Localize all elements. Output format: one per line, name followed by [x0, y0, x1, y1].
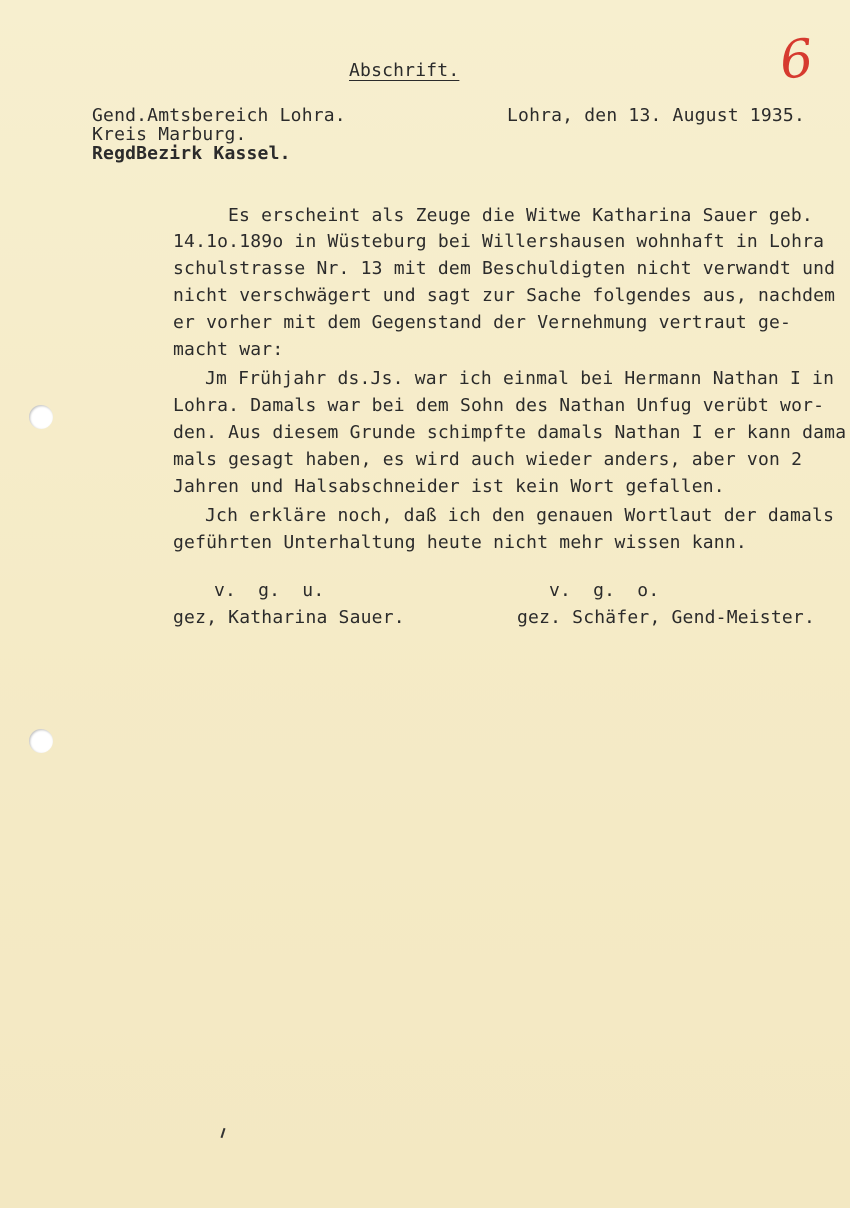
body-line: macht war:: [173, 339, 284, 360]
signature-left-name: gez, Katharina Sauer.: [173, 607, 405, 628]
body-line: den. Aus diesem Grunde schimpfte damals Nathan I er kann dama: [173, 422, 847, 443]
signature-left-abbrev: v. g. u.: [214, 580, 325, 601]
body-line: Jch erkläre noch, daß ich den genauen Wortlaut der damals: [205, 505, 835, 526]
body-line: Lohra. Damals war bei dem Sohn des Nathan Unfug verübt wor-: [173, 395, 825, 416]
punch-hole-bottom: [29, 729, 53, 753]
body-line: nicht verschwägert und sagt zur Sache folgendes aus, nachdem: [173, 285, 836, 306]
document-title: Abschrift.: [349, 60, 460, 81]
body-line: Jm Frühjahr ds.Js. war ich einmal bei Hermann Nathan I in: [205, 368, 835, 389]
body-line: Jahren und Halsabschneider ist kein Wort gefallen.: [173, 476, 725, 497]
body-line: geführten Unterhaltung heute nicht mehr wissen kann.: [173, 532, 747, 553]
header-office: Gend.Amtsbereich Lohra.: [92, 105, 346, 126]
header-district: Kreis Marburg.: [92, 124, 247, 145]
body-line: er vorher mit dem Gegenstand der Vernehmung vertraut ge-: [173, 312, 792, 333]
signature-right-name: gez. Schäfer, Gend-Meister.: [517, 607, 815, 628]
body-line: 14.1o.189o in Wüsteburg bei Willershausen wohnhaft in Lohra: [173, 231, 825, 252]
body-line: Es erscheint als Zeuge die Witwe Katharina Sauer geb.: [228, 205, 813, 226]
punch-hole-top: [29, 405, 53, 429]
body-line: schulstrasse Nr. 13 mit dem Beschuldigten nicht verwandt und: [173, 258, 836, 279]
signature-right-abbrev: v. g. o.: [549, 580, 660, 601]
body-line: mals gesagt haben, es wird auch wieder anders, aber von 2: [173, 449, 803, 470]
header-region: RegdBezirk Kassel.: [92, 143, 291, 164]
page-number-annotation: 6: [776, 28, 817, 92]
header-place-date: Lohra, den 13. August 1935.: [507, 105, 805, 126]
stray-pen-mark: [221, 1128, 226, 1138]
